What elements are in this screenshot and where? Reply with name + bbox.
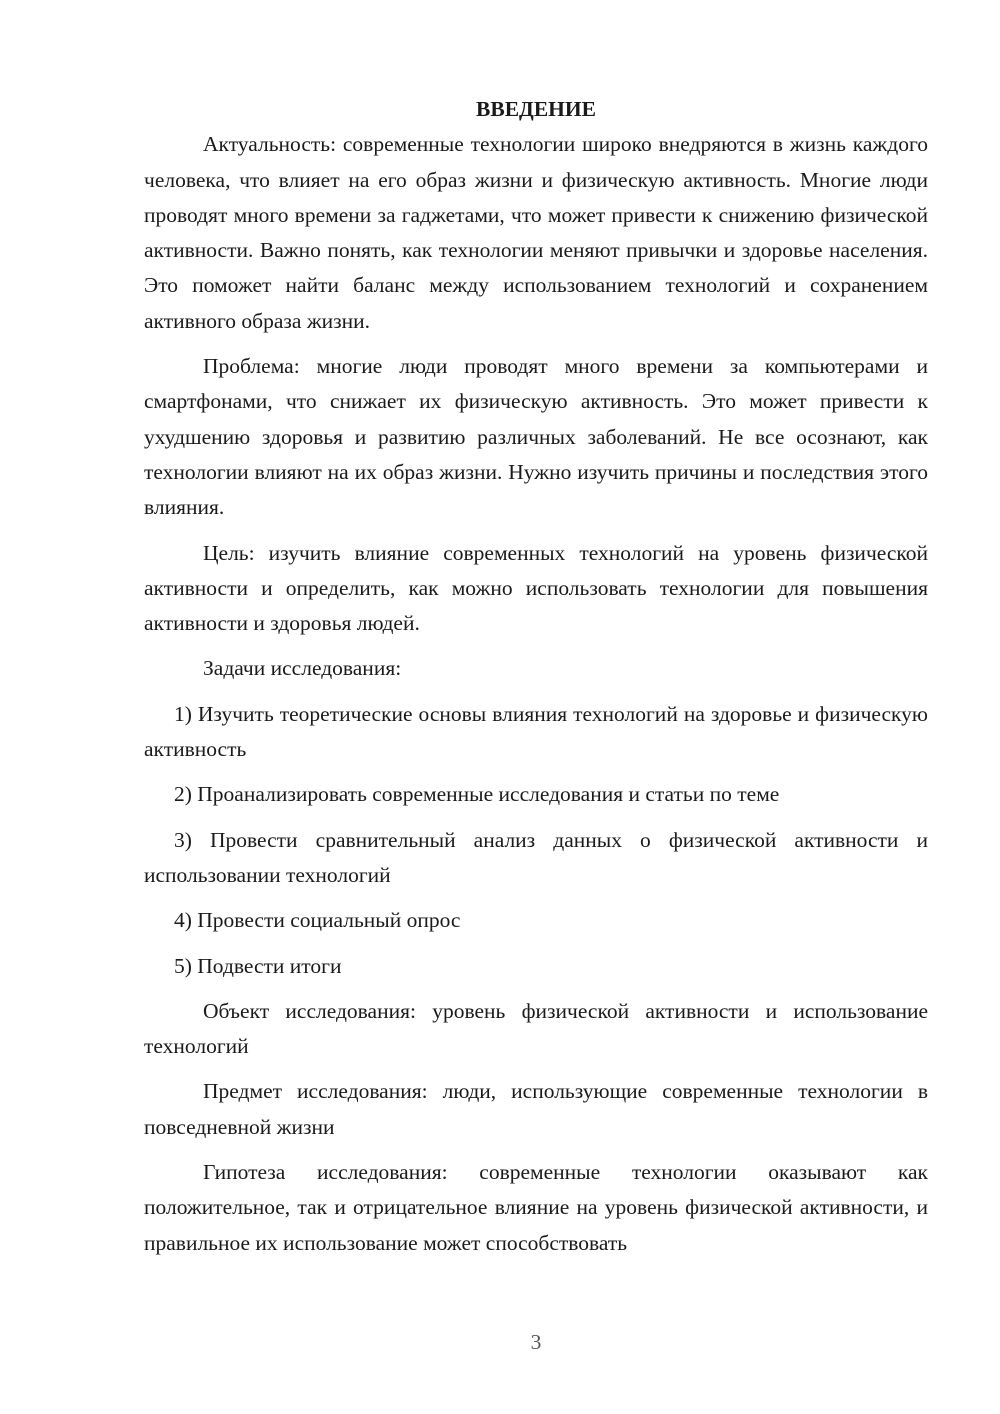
paragraph-subject: Предмет исследования: люди, использующие современные технологии в повседневной жизни	[144, 1079, 928, 1139]
paragraph-goal: Цель: изучить влияние современных технологий на уровень физической активности и определить, как можно использовать технологии для повышения активности и здоровья людей.	[144, 540, 928, 636]
paragraph-hypothesis: Гипотеза исследования: современные технологии оказывают как положительное, так и отрицательное влияние на уровень физической активности, и правильное их использование может способствовать	[144, 1160, 928, 1255]
paragraph-problem: Проблема: многие люди проводят много времени за компьютерами и смартфонами, что снижает их физическую активность. Это может привести к ухудшению здоровья и развитию различных заболеваний. Не все осознают, как технологии влияют на их образ жизни. Нужно изучить причины и последствия этого влияния.	[144, 354, 928, 520]
task-item-4: 4) Провести социальный опрос	[174, 908, 461, 933]
section-title: ВВЕДЕНИЕ	[476, 97, 596, 121]
task-item-1: 1) Изучить теоретические основы влияния технологий на здоровье и физическую активность	[144, 701, 928, 762]
paragraph-relevance: Актуальность: современные технологии широко внедряются в жизнь каждого человека, что влияет на его образ жизни и физическую активность. Многие люди проводят много времени за гаджетами, что может привести к снижению физической активности. Важно понять, как технологии меняют привычки и здоровье населения. Это поможет найти баланс между использованием технологий и сохранением активного образа жизни.	[144, 132, 928, 333]
document-body	[144, 92, 928, 1271]
task-item-3: 3) Провести сравнительный анализ данных о физической активности и использовании технологий	[144, 827, 928, 887]
paragraph-tasks-heading: Задачи исследования:	[203, 656, 402, 681]
task-item-5: 5) Подвести итоги	[174, 953, 342, 978]
task-item-2: 2) Проанализировать современные исследования и статьи по теме	[174, 782, 780, 807]
paragraph-object: Объект исследования: уровень физической активности и использование технологий	[144, 998, 928, 1059]
page-number: 3	[530, 1330, 542, 1354]
